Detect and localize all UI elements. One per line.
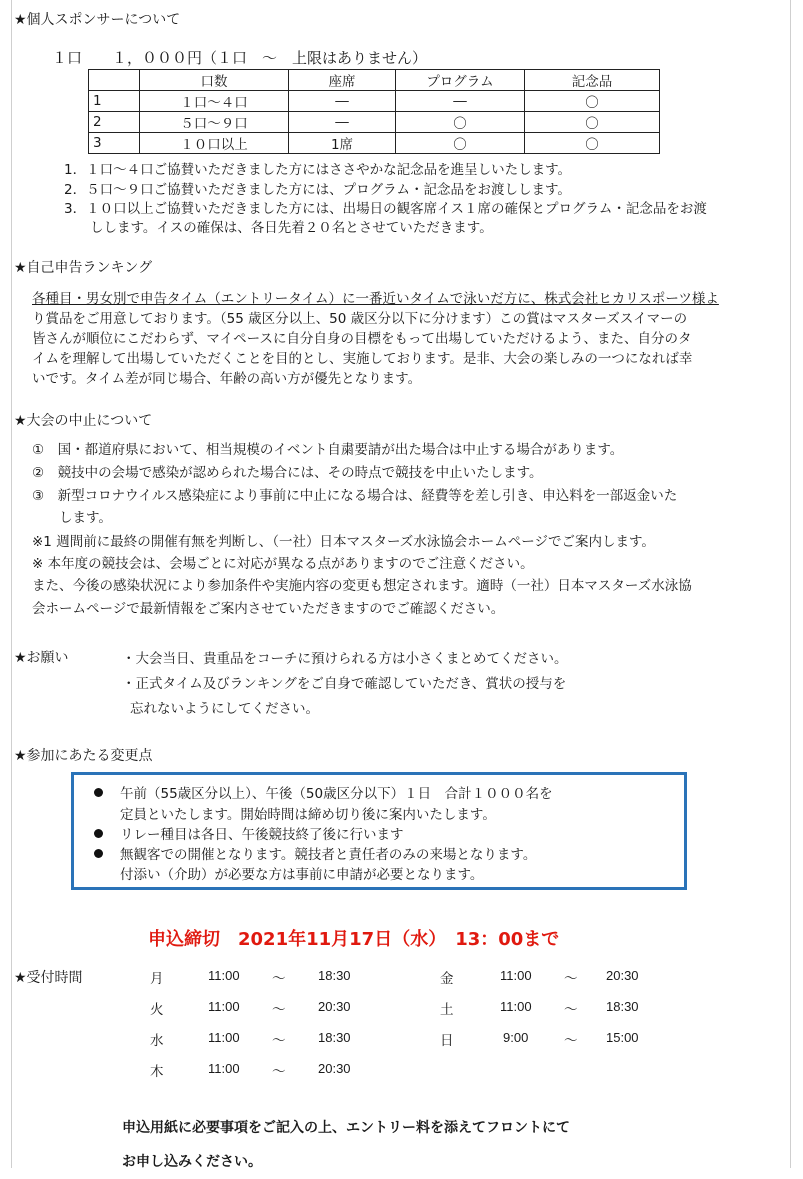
request-line: ・正式タイム及びランキングをご自身で確認していただき、賞状の授与を (122, 676, 567, 692)
table-header-cell: プログラム (396, 70, 525, 91)
right-margin-rule (790, 0, 791, 1168)
left-margin-rule (11, 0, 12, 1168)
hours-end: 18:30 (318, 1030, 351, 1045)
cancel-note: また、今後の感染状況により参加条件や実施内容の変更も想定されます。適時（一社）日本マスターズ水泳協 (32, 578, 692, 594)
hours-end: 20:30 (318, 999, 351, 1014)
hours-day: 土 (440, 1002, 454, 1018)
hours-end: 18:30 (318, 968, 351, 983)
hours-start: 11:00 (208, 968, 240, 983)
ranking-line: いです。タイム差が同じ場合、年齢の高い方が優先となります。 (32, 371, 422, 387)
sponsor-price: １口 １，０００円（１口 ～ 上限はありません） (52, 49, 428, 67)
table-row (89, 112, 660, 133)
table-cell: ― (289, 112, 396, 133)
sponsor-table (88, 69, 660, 154)
deadline-text: 申込締切 2021年11月17日（水） 13：00まで (148, 929, 560, 950)
footer-line: お申し込みください。 (122, 1154, 262, 1170)
ranking-line: 各種目・男女別で申告タイム（エントリータイム）に一番近いタイムで泳いだ方に、株式会社ヒカリスポーツ様よ (32, 291, 719, 307)
table-header-row (89, 70, 660, 91)
table-cell: 〇 (525, 91, 660, 112)
sponsor-note: しします。イスの確保は、各日先着２０名とさせていただきます。 (90, 220, 493, 236)
changes-line: 定員といたします。開始時間は締め切り後に案内いたします。 (120, 807, 496, 823)
table-header-cell: 座席 (289, 70, 396, 91)
cancel-item: ③ 新型コロナウイルス感染症により事前に中止になる場合は、経費等を差し引き、申込料を一部返金いた (32, 488, 678, 504)
cancel-note: 会ホームページで最新情報をご案内させていただきますのでご確認ください。 (32, 601, 505, 617)
table-cell: 2 (89, 112, 140, 133)
table-header-cell: 口数 (140, 70, 289, 91)
request-line: 忘れないようにしてください。 (130, 701, 319, 717)
table-cell: 3 (89, 133, 140, 154)
hours-end: 20:30 (606, 968, 639, 983)
hours-end: 15:00 (606, 1030, 639, 1045)
hours-end: 18:30 (606, 999, 639, 1014)
request-heading: ★お願い (14, 650, 69, 666)
changes-line: 付添い（介助）が必要な方は事前に申請が必要となります。 (120, 867, 484, 883)
request-line: ・大会当日、貴重品をコーチに預けられる方は小さくまとめてください。 (122, 651, 568, 667)
cancel-heading: ★大会の中止について (14, 413, 153, 429)
hours-day: 火 (150, 1002, 164, 1018)
ranking-line: イムを理解して出場していただくことを目的とし、実施しております。是非、大会の楽しみの一つになれば幸 (32, 351, 693, 367)
hours-sep: ～ (272, 1002, 286, 1018)
bullet-icon (94, 829, 103, 838)
changes-line: 無観客での開催となります。競技者と責任者のみの来場となります。 (120, 847, 537, 863)
hours-day: 水 (150, 1033, 164, 1049)
table-cell: 〇 (396, 112, 525, 133)
table-cell: 〇 (525, 133, 660, 154)
hours-heading: ★受付時間 (14, 970, 83, 986)
table-row (89, 133, 660, 154)
table-header-cell: 記念品 (525, 70, 660, 91)
ranking-line: 皆さんが順位にこだわらず、マイペースに自分自身の目標をもって出場していただけるよう、また、自分のタ (32, 331, 692, 347)
hours-sep: ～ (272, 1064, 286, 1080)
hours-day: 月 (150, 971, 164, 987)
hours-day: 日 (440, 1033, 454, 1049)
sponsor-note: 1．１口～４口ご協賛いただきました方にはささやかな記念品を進呈しいたします。 (64, 162, 572, 178)
sponsor-note: 2．５口～９口ご協賛いただきました方には、プログラム・記念品をお渡しします。 (64, 182, 571, 198)
cancel-item: します。 (32, 510, 112, 526)
table-cell: 〇 (396, 133, 525, 154)
hours-start: 11:00 (500, 968, 532, 983)
table-cell: 1 (89, 91, 140, 112)
table-row (89, 91, 660, 112)
changes-heading: ★参加にあたる変更点 (14, 748, 153, 764)
hours-start: 9:00 (503, 1030, 529, 1045)
cancel-note: ※ 本年度の競技会は、会場ごとに対応が異なる点がありますのでご注意ください。 (32, 556, 534, 572)
hours-start: 11:00 (500, 999, 532, 1014)
hours-sep: ～ (564, 1002, 578, 1018)
hours-sep: ～ (564, 971, 578, 987)
hours-sep: ～ (564, 1033, 578, 1049)
hours-start: 11:00 (208, 999, 240, 1014)
hours-end: 20:30 (318, 1061, 351, 1076)
table-cell: 1席 (289, 133, 396, 154)
cancel-note: ※1 週間前に最終の開催有無を判断し、（一社）日本マスターズ水泳協会ホームページでご案内します。 (32, 534, 655, 550)
hours-day: 金 (440, 971, 454, 987)
hours-sep: ～ (272, 1033, 286, 1049)
bullet-icon (94, 849, 103, 858)
bullet-icon (94, 788, 103, 797)
sponsor-heading: ★個人スポンサーについて (14, 12, 181, 28)
ranking-line: り賞品をご用意しております。（55 歳区分以上、50 歳区分以下に分けます）この賞はマスターズスイマーの (32, 311, 688, 327)
cancel-item: ① 国・都道府県において、相当規模のイベント自粛要請が出た場合は中止する場合があります。 (32, 442, 624, 458)
table-cell: １０口以上 (140, 133, 289, 154)
ranking-heading: ★自己申告ランキング (14, 260, 153, 276)
table-cell: ― (396, 91, 525, 112)
table-cell: 〇 (525, 112, 660, 133)
footer-line: 申込用紙に必要事項をご記入の上、エントリー料を添えてフロントにて (122, 1120, 570, 1136)
hours-start: 11:00 (208, 1030, 240, 1045)
hours-start: 11:00 (208, 1061, 240, 1076)
hours-sep: ～ (272, 971, 286, 987)
table-cell: １口～４口 (140, 91, 289, 112)
table-cell: ５口～９口 (140, 112, 289, 133)
changes-line: リレー種目は各日、午後競技終了後に行います (120, 827, 404, 843)
changes-line: 午前（55歳区分以上）、午後（50歳区分以下）１日 合計１０００名を (120, 786, 553, 802)
hours-day: 木 (150, 1064, 164, 1080)
cancel-item: ② 競技中の会場で感染が認められた場合には、その時点で競技を中止いたします。 (32, 465, 543, 481)
sponsor-note: 3．１０口以上ご協賛いただきました方には、出場日の観客席イス１席の確保とプログラム・記念品をお渡 (64, 201, 707, 217)
table-header-cell (89, 70, 140, 91)
table-cell: ― (289, 91, 396, 112)
